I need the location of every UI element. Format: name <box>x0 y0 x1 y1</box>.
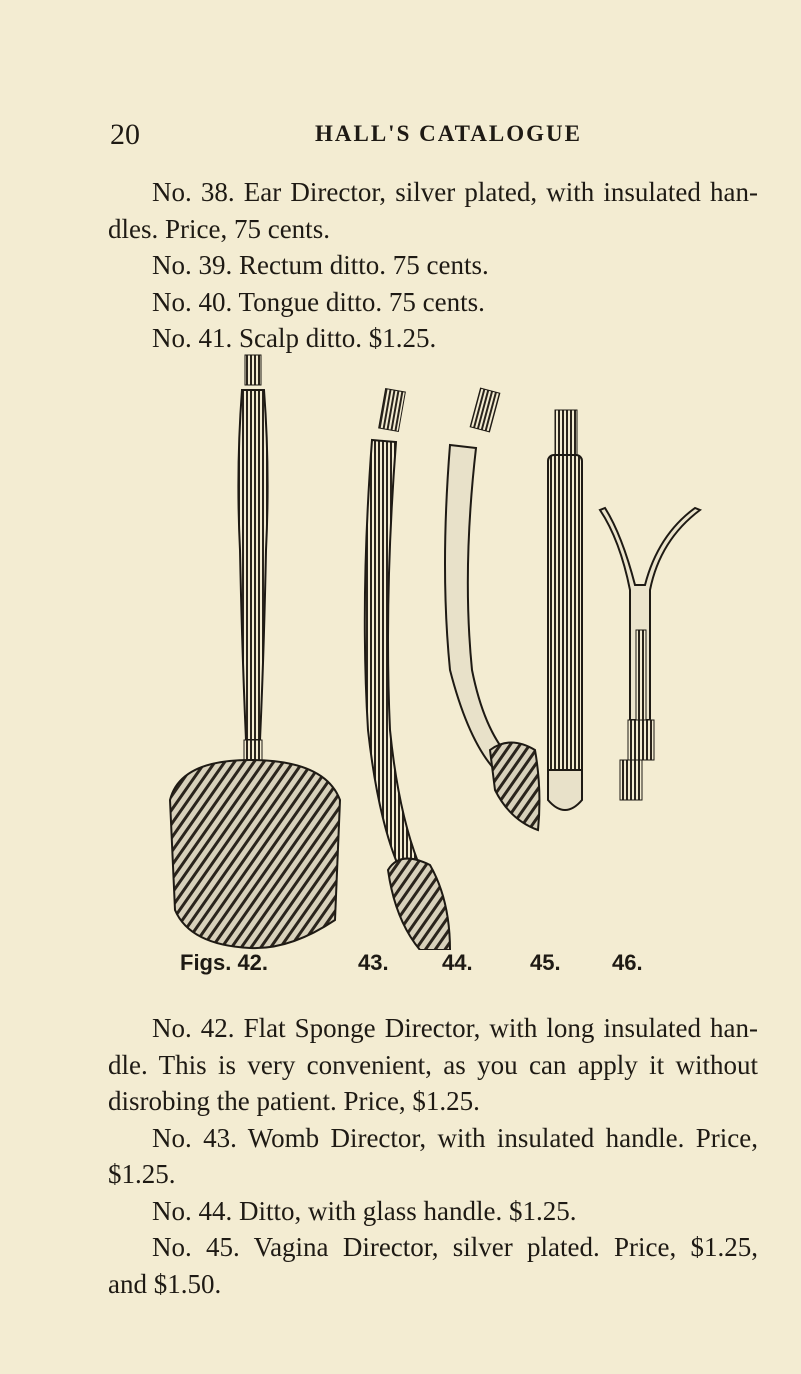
fig-44-glass-handle-director <box>445 388 539 830</box>
page-header <box>110 118 750 152</box>
caption-fig-46: 46. <box>612 950 643 975</box>
page-number: 20 <box>110 118 140 151</box>
fig-42-sponge-director <box>170 355 340 948</box>
entry-44: No. 44. Ditto, with glass handle. $1.25. <box>152 1195 577 1226</box>
entry-42-line-1: No. 42. Flat Sponge Director, with long insulated han- <box>152 1013 758 1043</box>
figure-caption <box>180 950 700 980</box>
running-head: HALL'S CATALOGUE <box>315 121 582 146</box>
entries-38-41 <box>108 174 758 357</box>
caption-prefix: Figs. 42. <box>180 950 269 975</box>
fig-46-y-director <box>600 508 700 800</box>
entry-45-line-1: No. 45. Vagina Director, silver plated. Price, $1.25, <box>152 1232 758 1262</box>
entry-42-line-2: dle. This is very convenient, as you can apply it without <box>108 1049 758 1080</box>
fig-43-womb-director <box>365 389 450 950</box>
entry-38-line-2: dles. Price, 75 cents. <box>108 213 330 244</box>
fig-45-vagina-director <box>548 410 582 810</box>
entry-38-line-1: No. 38. Ear Director, silver plated, with insulated han- <box>152 177 758 207</box>
caption-fig-44: 44. <box>442 950 473 975</box>
entry-40: No. 40. Tongue ditto. 75 cents. <box>152 286 485 317</box>
entry-42-line-3: disrobing the patient. Price, $1.25. <box>108 1086 480 1116</box>
caption-fig-45: 45. <box>530 950 561 975</box>
caption-fig-43: 43. <box>358 950 389 975</box>
entry-43-line-2: $1.25. <box>108 1159 176 1189</box>
entry-39: No. 39. Rectum ditto. 75 cents. <box>152 250 489 280</box>
entry-43-line-1: No. 43. Womb Director, with insulated handle. Price, <box>152 1122 758 1153</box>
instruments-illustration <box>150 350 710 950</box>
entry-45-line-2: and $1.50. <box>108 1268 222 1299</box>
entries-42-45 <box>108 1010 758 1302</box>
entry-41: No. 41. Scalp ditto. $1.25. <box>152 323 437 353</box>
